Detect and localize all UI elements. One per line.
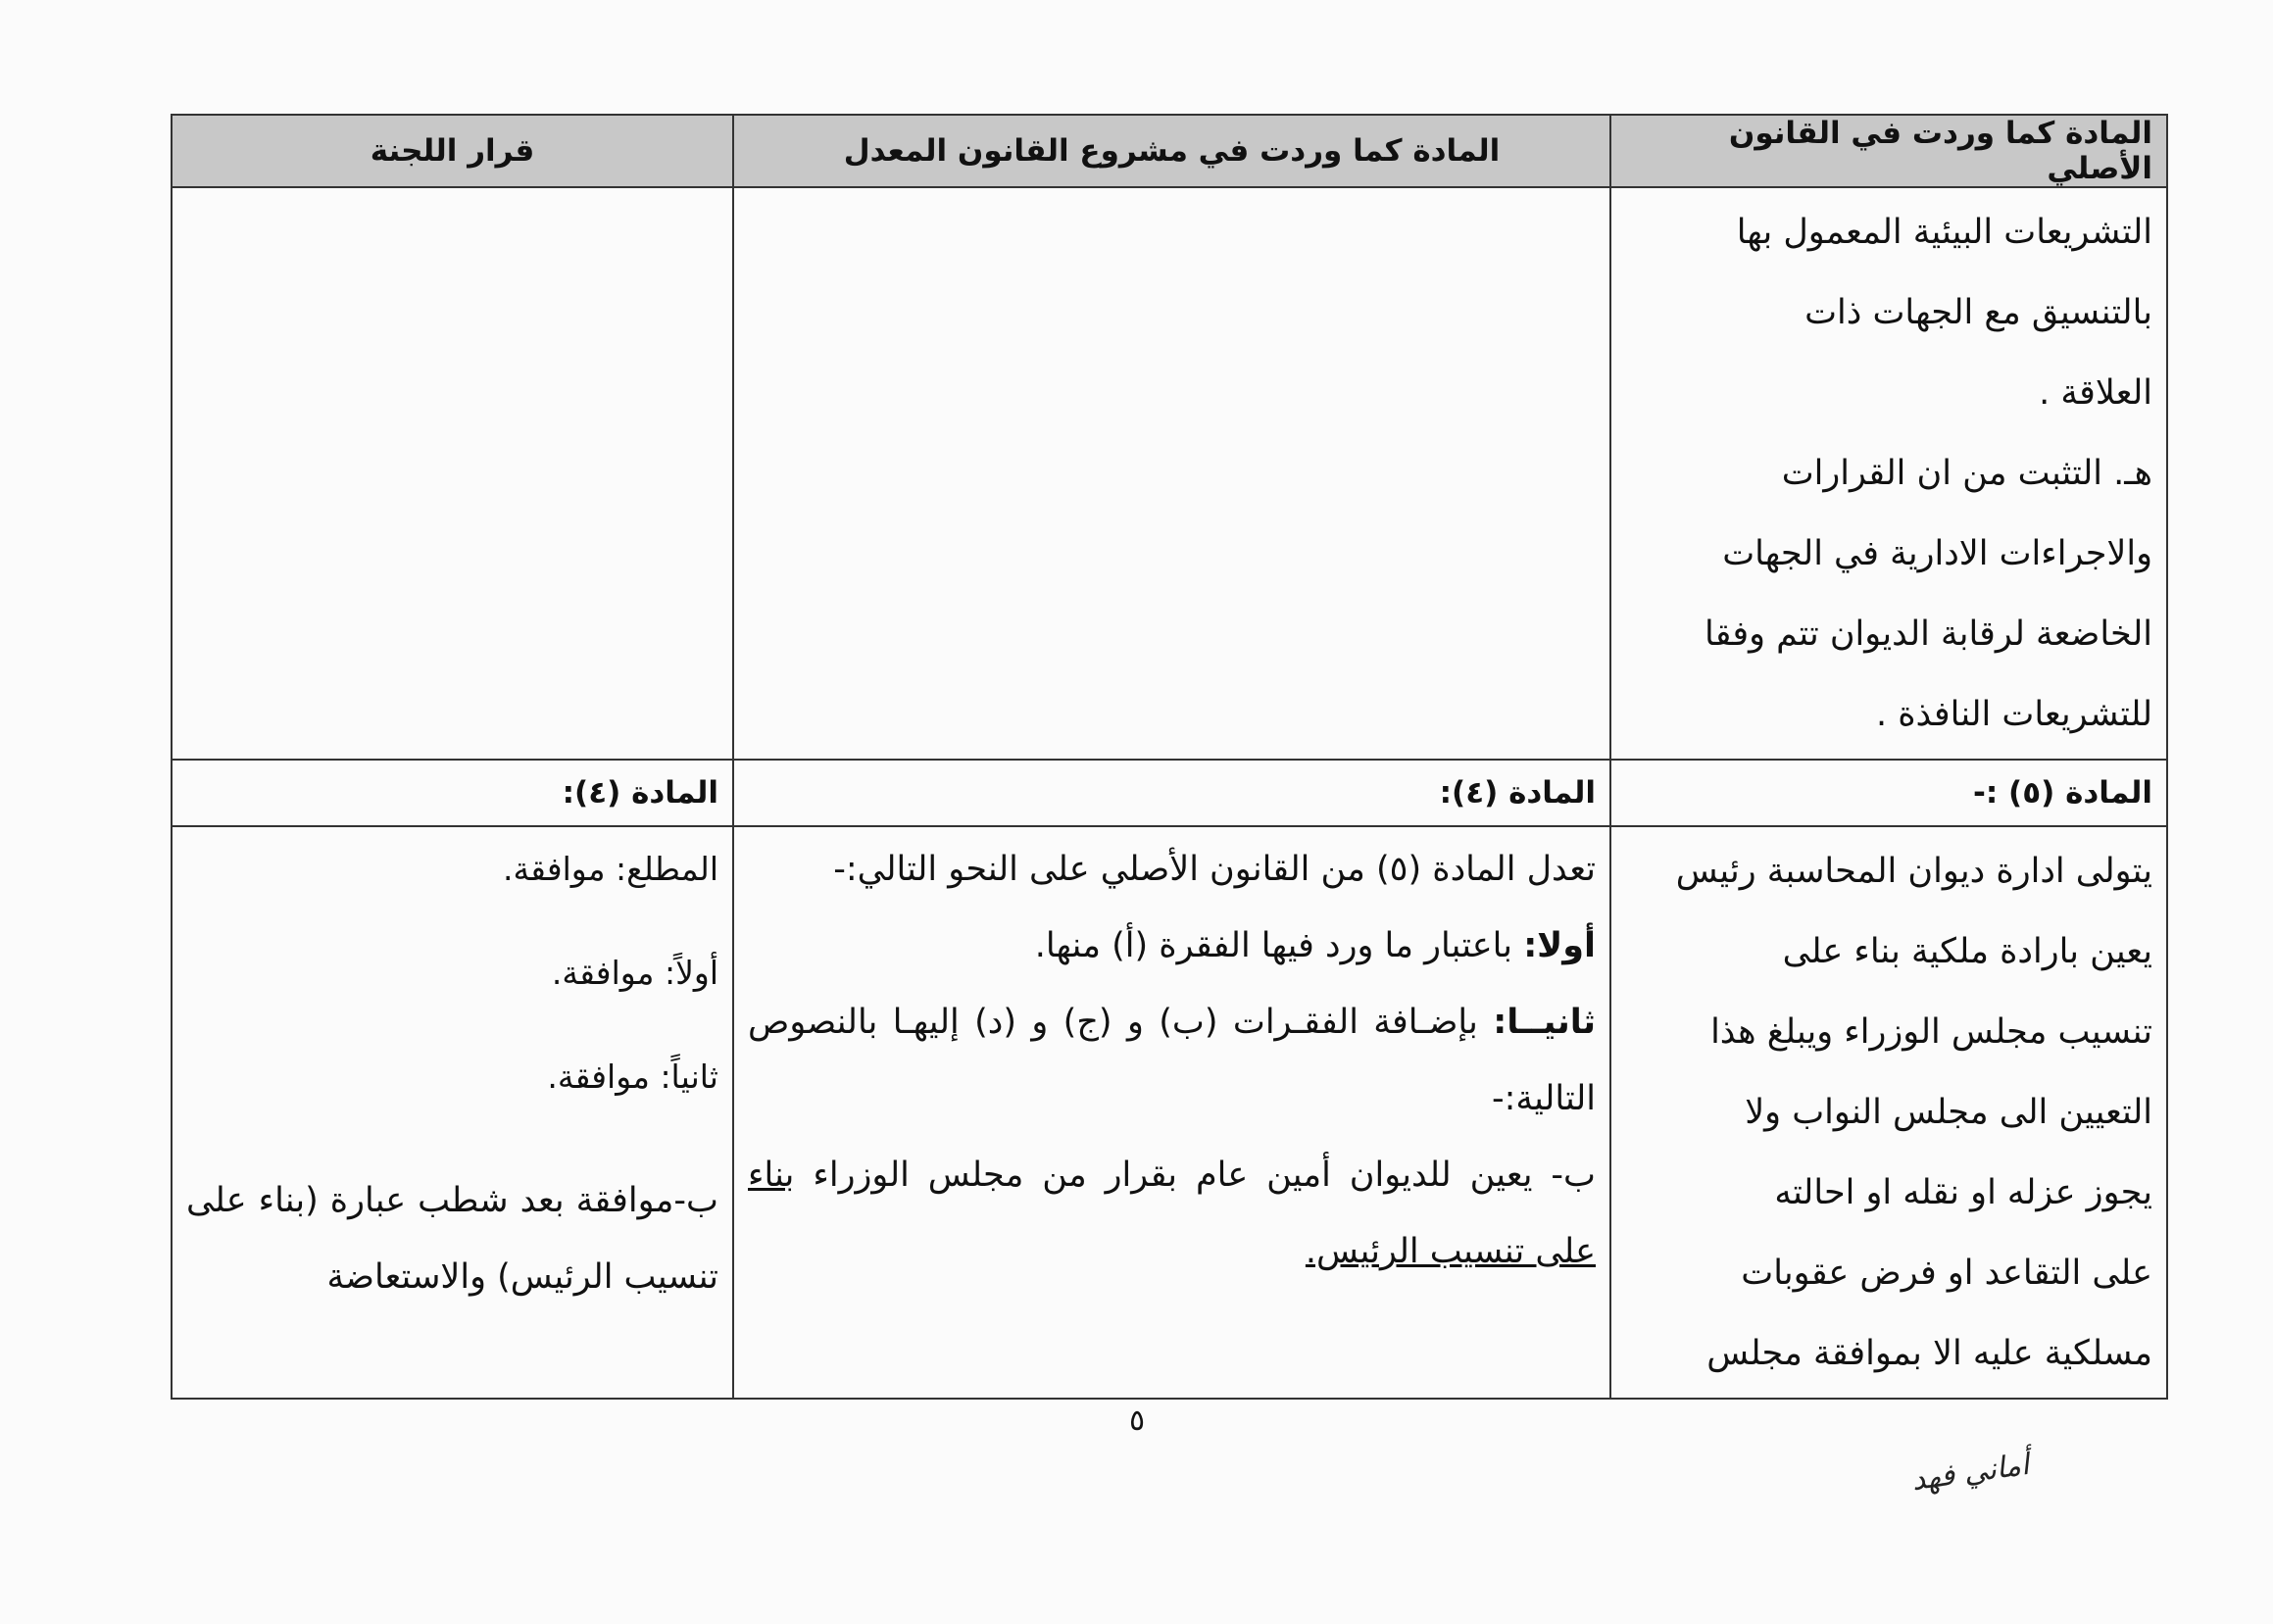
article-heading-committee: المادة (٤): xyxy=(172,760,733,826)
header-row xyxy=(172,115,2167,187)
article-heading-amended: المادة (٤): xyxy=(733,760,1610,826)
amendment-intro: تعدل المادة (٥) من القانون الأصلي على النحو التالي:- xyxy=(833,850,1596,889)
committee-second: ثانياً: موافقة. xyxy=(547,1058,718,1096)
text-line: للتشريعات النافذة . xyxy=(1875,695,2152,734)
original-law-cell xyxy=(1610,826,2167,1399)
text-line: الخاضعة لرقابة الديوان تتم وفقا xyxy=(1705,615,2152,654)
header-committee-decision: قرار اللجنة xyxy=(172,115,733,187)
committee-first: أولاً: موافقة. xyxy=(551,954,718,992)
second-label: ثانيــا: xyxy=(1493,1003,1596,1042)
b-text: ب- يعين للديوان أمين عام بقرار من مجلس الوزراء xyxy=(794,1156,1596,1195)
article-heading-original: المادة (٥) :- xyxy=(1610,760,2167,826)
page-number: ٥ xyxy=(1128,1403,1146,1438)
original-law-text xyxy=(1625,188,2152,759)
amended-draft-cell xyxy=(733,187,1610,760)
amendment-first xyxy=(748,908,1596,984)
text-line: هـ. التثبت من ان القرارات xyxy=(1781,454,2152,493)
committee-preamble: المطلع: موافقة. xyxy=(502,850,718,888)
text-line: مسلكية عليه الا بموافقة مجلس xyxy=(1706,1334,2152,1373)
text-line: التعيين الى مجلس النواب ولا xyxy=(1745,1093,2152,1132)
first-label: أولا: xyxy=(1523,926,1596,965)
amendment-second xyxy=(748,984,1596,1137)
text-line: يتولى ادارة ديوان المحاسبة رئيس xyxy=(1675,852,2152,891)
text-line: التشريعات البيئية المعمول بها xyxy=(1736,213,2152,252)
header-amended-draft: المادة كما وردت في مشروع القانون المعدل xyxy=(733,115,1610,187)
text-line: يعين بارادة ملكية بناء على xyxy=(1782,932,2152,971)
signature: أماني فهد xyxy=(1909,1447,2032,1499)
amended-draft-cell xyxy=(733,826,1610,1399)
original-law-text xyxy=(1625,827,2152,1398)
committee-decision-cell xyxy=(172,826,733,1399)
amendment-b xyxy=(748,1137,1596,1290)
committee-b: ب-موافقة بعد شطب عبارة (بناء على تنسيب الرئيس) والاستعاضة xyxy=(186,1181,718,1297)
comparison-table xyxy=(171,114,2168,1400)
text-line: يجوز عزله او نقله او احالته xyxy=(1774,1173,2152,1212)
committee-decision-cell xyxy=(172,187,733,760)
header-original-law: المادة كما وردت في القانون الأصلي xyxy=(1610,115,2167,187)
text-line: والاجراءات الادارية في الجهات xyxy=(1722,534,2152,573)
table-row xyxy=(172,826,2167,1399)
original-law-cell xyxy=(1610,187,2167,760)
table-row xyxy=(172,187,2167,760)
text-line: العلاقة . xyxy=(2039,373,2152,413)
table-row xyxy=(172,760,2167,826)
b-underlined-text: بناء على تنسيب الرئيس. xyxy=(748,1156,1596,1271)
second-text: بإضـافة الفقـرات (ب) و (ج) و (د) إليهـا بالنصوص التالية:- xyxy=(748,1003,1596,1118)
text-line: بالتنسيق مع الجهات ذات xyxy=(1804,293,2152,332)
text-line: تنسيب مجلس الوزراء ويبلغ هذا xyxy=(1710,1012,2152,1052)
text-line: على التقاعد او فرض عقوبات xyxy=(1741,1254,2152,1293)
first-text: باعتبار ما ورد فيها الفقرة (أ) منها. xyxy=(1034,926,1524,965)
